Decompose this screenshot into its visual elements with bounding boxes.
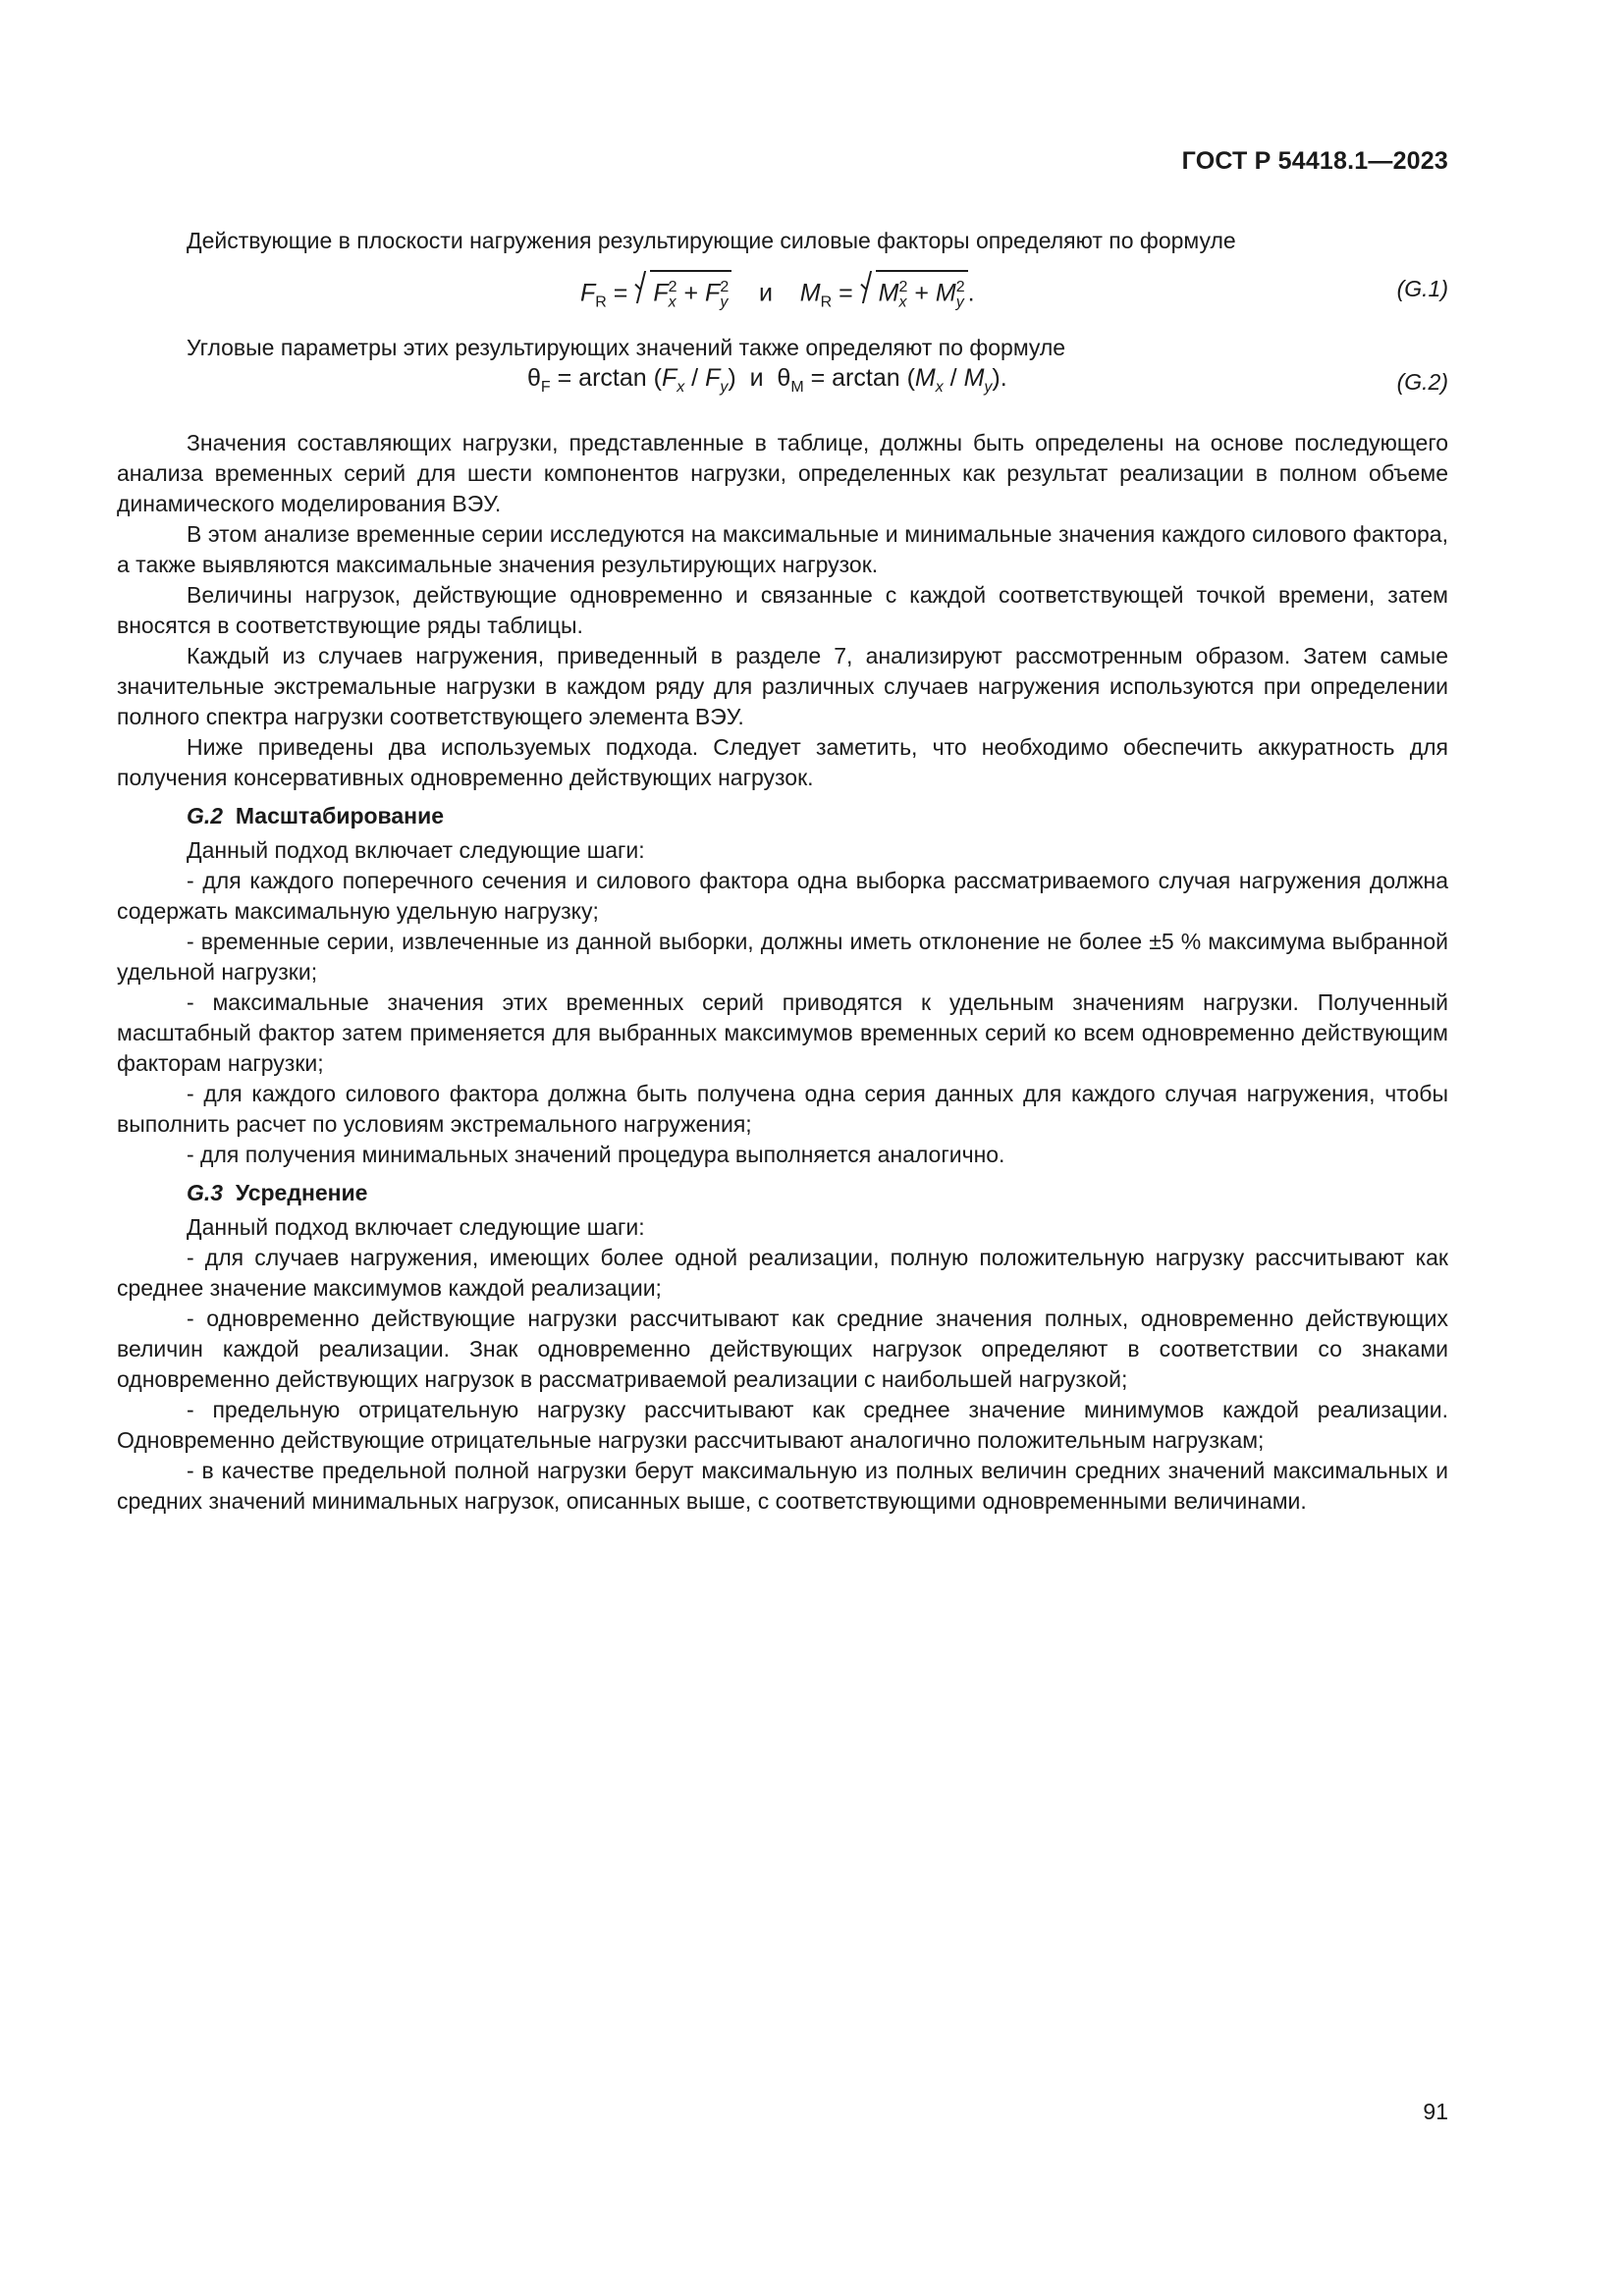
list-item: - в качестве предельной полной нагрузки берут максимальную из полных величин средних значений максимальных и средних значений минимальных нагрузок, описанных выше, с соответствующими одновременными величинами. (117, 1458, 1448, 1514)
paragraph: В этом анализе временные серии исследуются на максимальные и минимальные значения каждого силового фактора, а также выявляются максимальные значения результирующих нагрузок. (117, 521, 1448, 577)
list-item: - временные серии, извлеченные из данной выборки, должны иметь отклонение не более ±5 % максимума выбранной удельной нагрузки; (117, 929, 1448, 985)
list-item: - для каждого силового фактора должна быть получена одна серия данных для каждого случая нагружения, чтобы выполнить расчет по условиям экстремального нагружения; (117, 1081, 1448, 1137)
list-item: - предельную отрицательную нагрузку рассчитывают как среднее значение минимумов каждой реализации. Одновременно действующие отрицательные нагрузки рассчитывают аналогично положительным нагрузкам; (117, 1397, 1448, 1453)
section-g3-title: Усреднение (235, 1180, 368, 1205)
list-item: - для получения минимальных значений процедура выполняется аналогично. (187, 1142, 1005, 1167)
page-content (117, 226, 1448, 1517)
formula-g1-number: (G.1) (1396, 276, 1448, 301)
formula-g2-expression: $\theta_F = \arctan (F_x / F_y)$ и $\theta_M = \arctan (M_x / M_y)$. (527, 364, 1007, 396)
list-item: - максимальные значения этих временных серий приводятся к удельным значениям нагрузки. Полученный масштабный фактор затем применяется для выбранных максимумов временных серий ко всем одновременно действующим факторам нагрузки; (117, 989, 1448, 1076)
formula-g2 (117, 363, 1448, 404)
formula-g2-number: (G.2) (1396, 369, 1448, 395)
section-g3-intro: Данный подход включает следующие шаги: (187, 1214, 645, 1240)
section-g2-heading (117, 801, 1448, 831)
formula-g1-expression: $F_R$ = $F_x^2 + F_y^2$ и $M_R$ = $M_x^2 + M_y^2$ . (580, 270, 975, 317)
paragraph: Значения составляющих нагрузки, представленные в таблице, должны быть определены на основе последующего анализа временных серий для шести компонентов нагрузки, определенных как результат реализации в полном объеме динамического моделирования ВЭУ. (117, 430, 1448, 516)
formula-intro-2: Угловые параметры этих результирующих значений также определяют по формуле (187, 335, 1066, 360)
section-g3-number: G.3 (187, 1180, 224, 1205)
document-id-header: ГОСТ Р 54418.1—2023 (1181, 147, 1448, 175)
formula-intro-1: Действующие в плоскости нагружения результирующие силовые факторы определяют по формуле (187, 228, 1236, 253)
formula-g2-and: и (749, 364, 764, 392)
section-g2-title: Масштабирование (235, 803, 445, 828)
list-item: - для каждого поперечного сечения и силового фактора одна выборка рассматриваемого случая нагружения должна содержать максимальную удельную нагрузку; (117, 868, 1448, 924)
paragraph: Каждый из случаев нагружения, приведенный в разделе 7, анализируют рассмотренным образом. Затем самые значительные экстремальные нагрузки в каждом ряду для различных случаев нагружения используются при определении полного спектра нагрузки соответствующего элемента ВЭУ. (117, 643, 1448, 729)
formula-g1-and: и (759, 279, 773, 307)
list-item: - одновременно действующие нагрузки рассчитывают как средние значения полных, одновременно действующих величин каждой реализации. Знак одновременно действующих нагрузок определяют в соответствии со знаками одновременно действующих нагрузок в рассматриваемой реализации с наибольшей нагрузкой; (117, 1306, 1448, 1392)
section-g3-heading (117, 1178, 1448, 1208)
paragraph: Величины нагрузок, действующие одновременно и связанные с каждой соответствующей точкой времени, затем вносятся в соответствующие ряды таблицы. (117, 582, 1448, 638)
formula-g1 (117, 264, 1448, 323)
list-item: - для случаев нагружения, имеющих более одной реализации, полную положительную нагрузку рассчитывают как среднее значение максимумов каждой реализации; (117, 1245, 1448, 1301)
paragraph: Ниже приведены два используемых подхода. Следует заметить, что необходимо обеспечить аккуратность для получения консервативных одновременно действующих нагрузок. (117, 734, 1448, 790)
page-number: 91 (1423, 2099, 1448, 2124)
section-g2-number: G.2 (187, 803, 224, 828)
section-g2-intro: Данный подход включает следующие шаги: (187, 837, 645, 863)
